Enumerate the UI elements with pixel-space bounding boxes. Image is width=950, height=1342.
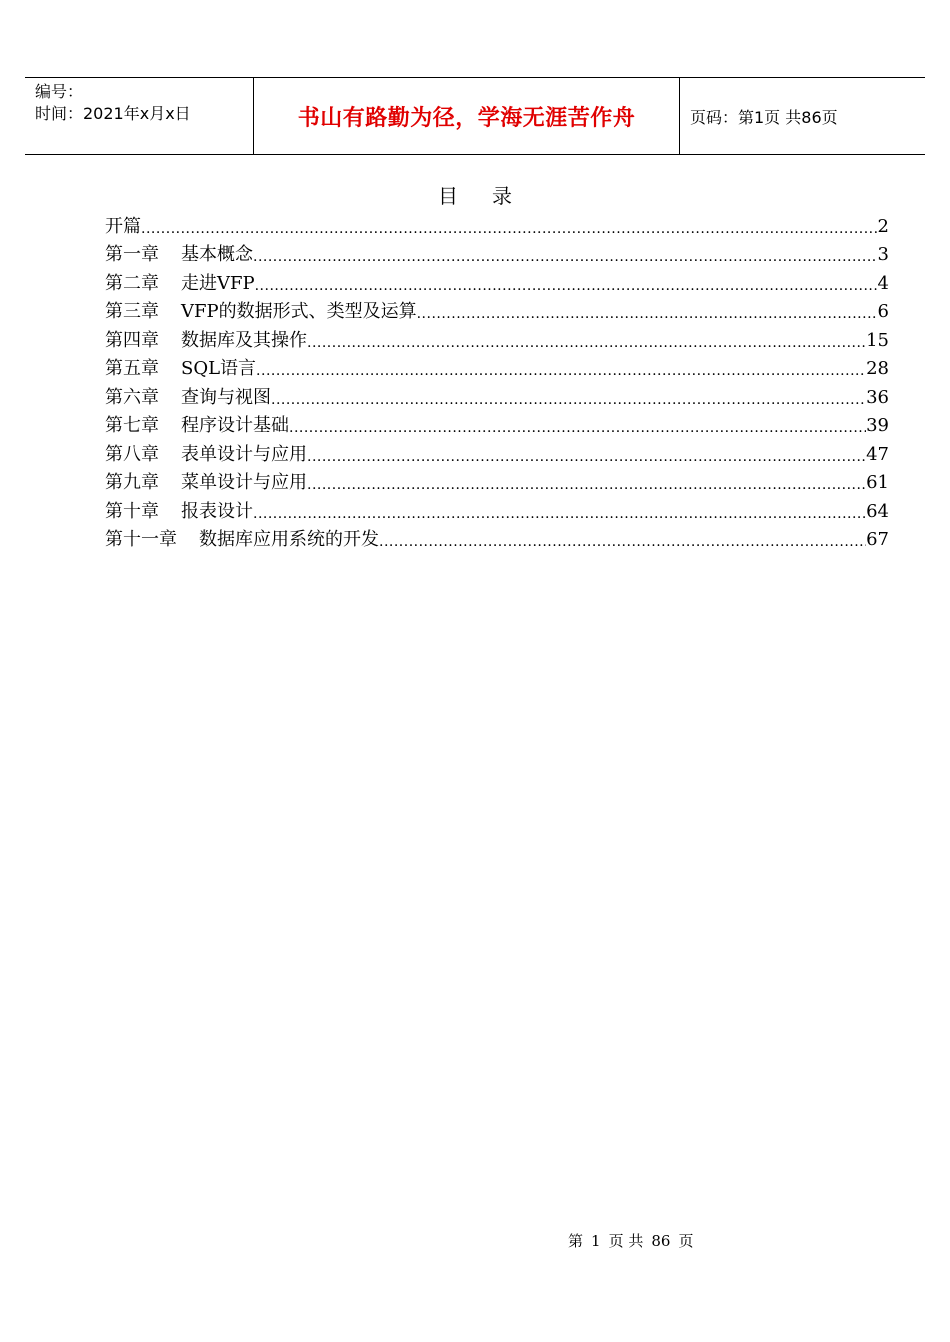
toc-entry-number: 第十一章	[105, 529, 177, 550]
header-slogan: 书山有路勤为径，学海无涯苦作舟	[254, 78, 680, 154]
toc-entry-page: 36	[866, 386, 889, 408]
toc-entry-name: 数据库及其操作	[181, 329, 307, 351]
toc-entry-page: 28	[866, 358, 889, 379]
page-footer	[568, 1231, 693, 1251]
toc-leader-dots	[307, 475, 866, 495]
toc-entry-page: 47	[866, 443, 889, 465]
toc-leader-dots	[253, 247, 878, 267]
toc-leader-dots	[255, 276, 878, 296]
toc-title-char: 录	[492, 184, 512, 208]
toc-entry-page: 61	[866, 472, 889, 493]
toc-leader-dots	[271, 390, 866, 410]
document-number-label: 编号：	[35, 82, 84, 101]
toc-entry-page: 39	[866, 415, 889, 436]
toc-leader-dots	[307, 447, 866, 467]
toc-entry[interactable]	[105, 381, 889, 410]
toc-entry-name: 基本概念	[181, 244, 253, 265]
toc-entry-page: 4	[877, 272, 889, 294]
toc-entry[interactable]	[105, 495, 889, 524]
toc-entry-page: 2	[877, 215, 889, 237]
toc-entry-number: 第三章	[105, 301, 159, 322]
footer-suffix: 页	[678, 1232, 694, 1250]
document-time-label: 时间：2021年x月x日	[35, 104, 191, 123]
toc-entry[interactable]	[105, 239, 889, 268]
footer-total-pages: 86	[651, 1232, 671, 1250]
toc-entry-name: 表单设计与应用	[181, 443, 307, 465]
toc-entry-number: 第四章	[105, 329, 159, 351]
toc-entry[interactable]	[105, 438, 889, 467]
toc-entry-number: 第九章	[105, 472, 159, 493]
toc-entry-page: 15	[866, 329, 889, 351]
toc-entry-name: 报表设计	[181, 500, 253, 522]
toc-leader-dots	[417, 304, 878, 324]
toc-entry-name: 数据库应用系统的开发	[199, 529, 379, 550]
page-header	[25, 77, 925, 155]
toc-entry-number: 第五章	[105, 358, 159, 379]
toc-title	[0, 183, 950, 209]
toc-entry[interactable]	[105, 467, 889, 496]
toc-entry-number: 开篇	[105, 215, 141, 237]
toc-entry[interactable]	[105, 267, 889, 296]
toc-entry-page: 3	[877, 244, 889, 265]
toc-entry[interactable]	[105, 324, 889, 353]
toc-title-char: 目	[438, 184, 458, 208]
toc-entry-number: 第一章	[105, 244, 159, 265]
toc-entry-number: 第二章	[105, 272, 159, 294]
toc-entry-name: 查询与视图	[181, 386, 271, 408]
header-meta	[25, 78, 254, 154]
toc-leader-dots	[289, 418, 866, 438]
footer-middle: 页 共	[608, 1232, 644, 1250]
toc-entry-number: 第六章	[105, 386, 159, 408]
toc-entry-number: 第七章	[105, 415, 159, 436]
footer-prefix: 第	[568, 1232, 584, 1250]
toc-entry[interactable]	[105, 410, 889, 439]
toc-leader-dots	[379, 532, 866, 552]
toc-entry-page: 64	[866, 500, 889, 522]
toc-entry[interactable]	[105, 524, 889, 553]
toc-entry-name: 菜单设计与应用	[181, 472, 307, 493]
toc-leader-dots	[256, 361, 866, 381]
toc-entry[interactable]	[105, 296, 889, 325]
toc-entry-page: 67	[866, 529, 889, 550]
toc-entry-name: 走进VFP	[181, 272, 255, 294]
toc-entry-page: 6	[877, 301, 889, 322]
toc-entry-number: 第十章	[105, 500, 159, 522]
toc-entry-name: SQL语言	[181, 358, 257, 379]
toc-entry-name: VFP的数据形式、类型及运算	[181, 301, 417, 322]
table-of-contents	[105, 210, 889, 552]
toc-leader-dots	[253, 504, 866, 524]
toc-leader-dots	[307, 333, 866, 353]
footer-current-page: 1	[591, 1232, 601, 1250]
toc-leader-dots	[141, 219, 878, 239]
toc-entry[interactable]	[105, 353, 889, 382]
header-page-info: 页码：第1页 共86页	[690, 107, 838, 127]
toc-entry-number: 第八章	[105, 443, 159, 465]
toc-entry[interactable]	[105, 210, 889, 239]
toc-entry-name: 程序设计基础	[181, 415, 289, 436]
